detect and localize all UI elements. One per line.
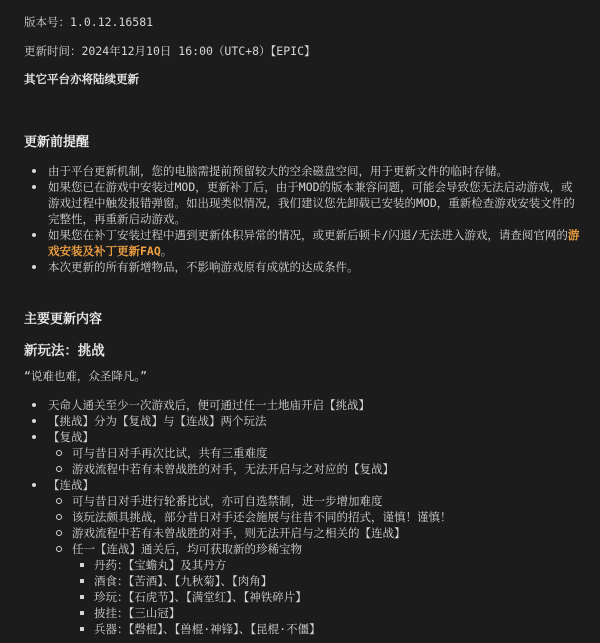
treasure-list [72,557,580,637]
update-time: 更新时间：2024年12月10日 16:00（UTC+8）【EPIC】 [24,44,316,58]
list-item: 该玩法颇具挑战，部分昔日对手还会施展与往昔不同的招式，谨慎！谨慎！ [48,509,580,525]
rematch-label: 【复战】 [48,430,94,444]
list-item: 游戏流程中若有未曾战胜的对手，无法开启与之对应的【复战】 [48,461,580,477]
treasure-curios: 珍玩：【石虎节】、【满堂红】、【神铁碎片】 [72,589,580,605]
notice-heading: 更新前提醒 [24,135,90,150]
faq-link[interactable]: 游戏安装及补丁更新FAQ [48,228,580,258]
list-item: 可与昔日对手再次比试，共有三重难度 [48,445,580,461]
list-item-gauntlet [24,477,580,637]
list-item-rematch [24,429,580,477]
main-list [24,397,580,637]
list-item: 【挑战】分为【复战】与【连战】两个玩法 [24,413,580,429]
list-item-rewards [48,541,580,637]
treasure-armor: 披挂：【三山冠】 [72,605,580,621]
notice-item-faq-text: 如果您在补丁安装过程中遇到更新体积异常的情况，或更新后顿卡/闪退/无法进入游戏，请查阅官网的 [48,228,568,242]
notice-list [24,163,580,275]
quote: “说难也难，众圣降凡。” [24,369,148,383]
list-item: 游戏流程中若有未曾战胜的对手，则无法开启与之相关的【连战】 [48,525,580,541]
rewards-label: 任一【连战】通关后，均可获取新的珍稀宝物 [72,542,302,556]
list-item: 天命人通关至少一次游戏后，便可通过任一土地庙开启【挑战】 [24,397,580,413]
platform-note: 其它平台亦将陆续更新 [24,72,139,86]
treasure-pills: 丹药：【宝蟾丸】及其丹方 [72,557,580,573]
new-mode-heading: 新玩法：挑战 [24,344,105,359]
treasure-weapons: 兵器：【磬棍】、【兽棍·神锋】、【昆棍·不僵】 [72,621,580,637]
notice-item-disk: 由于平台更新机制，您的电脑需提前预留较大的空余磁盘空间，用于更新文件的临时存储。 [24,163,580,179]
notice-item-faq-end: 。 [160,244,173,258]
gauntlet-sublist [48,493,580,637]
notice-item-faq [24,227,580,259]
treasure-food: 酒食：【苦酒】、【九秋菊】、【肉角】 [72,573,580,589]
notice-item-mod: 如果您已在游戏中安装过MOD，更新补丁后，由于MOD的版本兼容问题，可能会导致您无法启动游戏，或游戏过程中触发报错弹窗。如出现类似情况，我们建议您先卸载已安装的MOD，重新检查游戏安装文件的完整性，再重新启动游戏。 [24,179,580,227]
rematch-sublist [48,445,580,477]
notice-item-achievement: 本次更新的所有新增物品，不影响游戏原有成就的达成条件。 [24,259,580,275]
list-item: 可与昔日对手进行轮番比试，亦可自选禁制，进一步增加难度 [48,493,580,509]
version-number: 版本号：1.0.12.16581 [24,15,154,29]
gauntlet-label: 【连战】 [48,478,94,492]
main-heading: 主要更新内容 [24,312,103,327]
